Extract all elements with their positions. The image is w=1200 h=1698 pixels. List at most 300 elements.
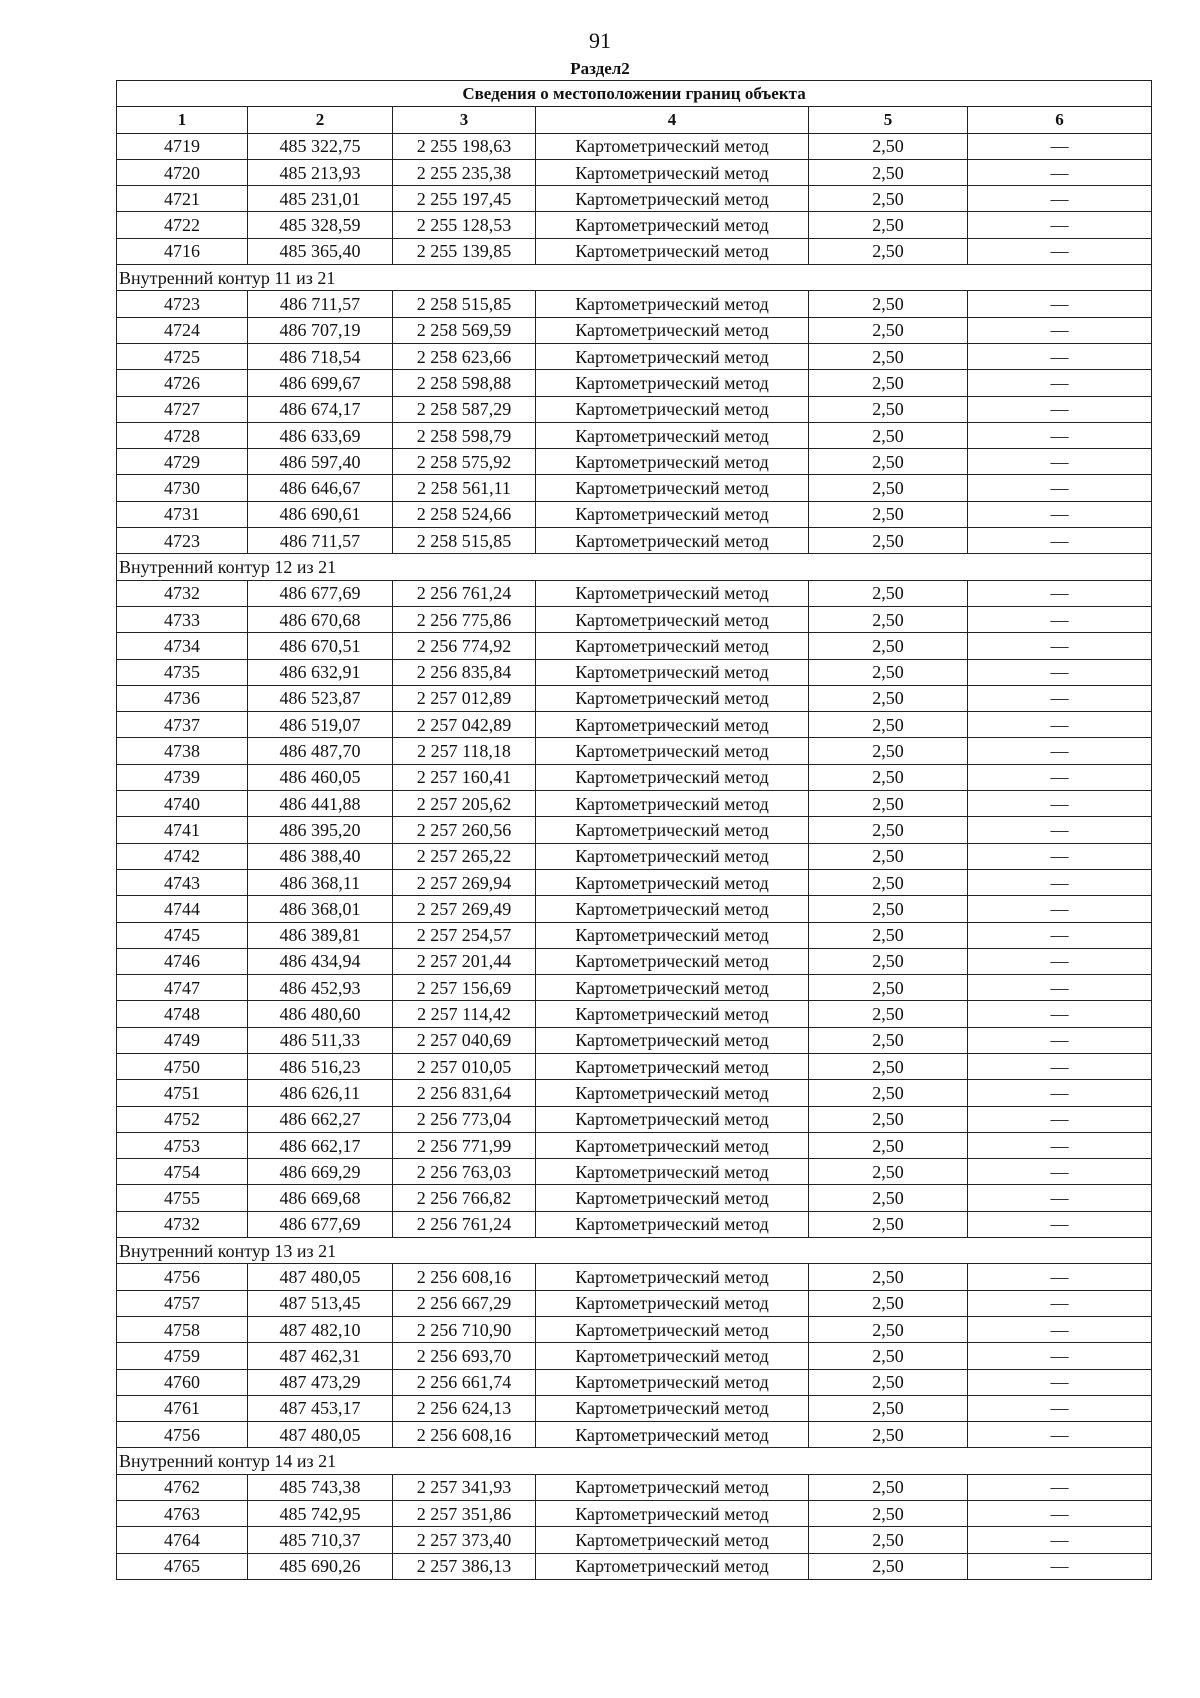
- method-cell: Картометрический метод: [536, 1553, 809, 1579]
- table-row: [117, 449, 1152, 475]
- contour-row: [117, 1238, 1152, 1264]
- accuracy-cell: 2,50: [809, 606, 968, 632]
- point-number-cell: 4745: [117, 922, 248, 948]
- point-number-cell: 4746: [117, 948, 248, 974]
- point-number-cell: 4723: [117, 528, 248, 554]
- contour-label: Внутренний контур 11 из 21: [117, 265, 1152, 291]
- method-cell: Картометрический метод: [536, 212, 809, 238]
- point-number-cell: 4733: [117, 606, 248, 632]
- y-coordinate-cell: 2 255 235,38: [393, 159, 536, 185]
- y-coordinate-cell: 2 256 766,82: [393, 1185, 536, 1211]
- x-coordinate-cell: 486 368,11: [248, 869, 393, 895]
- accuracy-cell: 2,50: [809, 1211, 968, 1237]
- x-coordinate-cell: 486 460,05: [248, 764, 393, 790]
- accuracy-cell: 2,50: [809, 1290, 968, 1316]
- table-row: [117, 370, 1152, 396]
- description-cell: —: [968, 869, 1152, 895]
- x-coordinate-cell: 486 632,91: [248, 659, 393, 685]
- x-coordinate-cell: 486 487,70: [248, 738, 393, 764]
- y-coordinate-cell: 2 257 156,69: [393, 975, 536, 1001]
- table-row: [117, 738, 1152, 764]
- method-cell: Картометрический метод: [536, 764, 809, 790]
- method-cell: Картометрический метод: [536, 843, 809, 869]
- method-cell: Картометрический метод: [536, 791, 809, 817]
- method-cell: Картометрический метод: [536, 922, 809, 948]
- section-title: Раздел2: [570, 59, 630, 78]
- table-row: [117, 159, 1152, 185]
- y-coordinate-cell: 2 257 269,49: [393, 896, 536, 922]
- method-cell: Картометрический метод: [536, 291, 809, 317]
- table-row: [117, 843, 1152, 869]
- x-coordinate-cell: 486 711,57: [248, 291, 393, 317]
- method-cell: Картометрический метод: [536, 1001, 809, 1027]
- description-cell: —: [968, 975, 1152, 1001]
- point-number-cell: 4726: [117, 370, 248, 396]
- accuracy-cell: 2,50: [809, 896, 968, 922]
- description-cell: —: [968, 1290, 1152, 1316]
- x-coordinate-cell: 485 231,01: [248, 186, 393, 212]
- page-number: 91: [589, 28, 611, 53]
- x-coordinate-cell: 487 480,05: [248, 1264, 393, 1290]
- y-coordinate-cell: 2 256 661,74: [393, 1369, 536, 1395]
- table-row: [117, 1027, 1152, 1053]
- point-number-cell: 4735: [117, 659, 248, 685]
- point-number-cell: 4731: [117, 501, 248, 527]
- table-row: [117, 896, 1152, 922]
- method-cell: Картометрический метод: [536, 1422, 809, 1448]
- description-cell: —: [968, 159, 1152, 185]
- method-cell: Картометрический метод: [536, 1527, 809, 1553]
- table-row: [117, 922, 1152, 948]
- accuracy-cell: 2,50: [809, 738, 968, 764]
- y-coordinate-cell: 2 256 774,92: [393, 633, 536, 659]
- x-coordinate-cell: 485 743,38: [248, 1474, 393, 1500]
- y-coordinate-cell: 2 257 269,94: [393, 869, 536, 895]
- point-number-cell: 4756: [117, 1264, 248, 1290]
- accuracy-cell: 2,50: [809, 1369, 968, 1395]
- method-cell: Картометрический метод: [536, 238, 809, 264]
- x-coordinate-cell: 487 513,45: [248, 1290, 393, 1316]
- table-row: [117, 1211, 1152, 1237]
- point-number-cell: 4732: [117, 580, 248, 606]
- y-coordinate-cell: 2 255 197,45: [393, 186, 536, 212]
- table-row: [117, 475, 1152, 501]
- y-coordinate-cell: 2 257 373,40: [393, 1527, 536, 1553]
- y-coordinate-cell: 2 256 608,16: [393, 1422, 536, 1448]
- x-coordinate-cell: 487 462,31: [248, 1343, 393, 1369]
- description-cell: —: [968, 343, 1152, 369]
- description-cell: —: [968, 580, 1152, 606]
- accuracy-cell: 2,50: [809, 159, 968, 185]
- x-coordinate-cell: 486 441,88: [248, 791, 393, 817]
- x-coordinate-cell: 485 690,26: [248, 1553, 393, 1579]
- y-coordinate-cell: 2 258 587,29: [393, 396, 536, 422]
- x-coordinate-cell: 486 523,87: [248, 685, 393, 711]
- y-coordinate-cell: 2 256 835,84: [393, 659, 536, 685]
- accuracy-cell: 2,50: [809, 528, 968, 554]
- y-coordinate-cell: 2 257 351,86: [393, 1501, 536, 1527]
- table-row: [117, 764, 1152, 790]
- method-cell: Картометрический метод: [536, 528, 809, 554]
- x-coordinate-cell: 486 519,07: [248, 712, 393, 738]
- method-cell: Картометрический метод: [536, 1106, 809, 1132]
- point-number-cell: 4760: [117, 1369, 248, 1395]
- x-coordinate-cell: 486 677,69: [248, 580, 393, 606]
- accuracy-cell: 2,50: [809, 843, 968, 869]
- description-cell: —: [968, 1080, 1152, 1106]
- method-cell: Картометрический метод: [536, 186, 809, 212]
- description-cell: —: [968, 1264, 1152, 1290]
- point-number-cell: 4739: [117, 764, 248, 790]
- accuracy-cell: 2,50: [809, 869, 968, 895]
- description-cell: —: [968, 896, 1152, 922]
- description-cell: —: [968, 212, 1152, 238]
- method-cell: Картометрический метод: [536, 1369, 809, 1395]
- method-cell: Картометрический метод: [536, 712, 809, 738]
- accuracy-cell: 2,50: [809, 1316, 968, 1342]
- method-cell: Картометрический метод: [536, 1159, 809, 1185]
- point-number-cell: 4721: [117, 186, 248, 212]
- x-coordinate-cell: 486 480,60: [248, 1001, 393, 1027]
- method-cell: Картометрический метод: [536, 1501, 809, 1527]
- table-caption-row: [117, 81, 1152, 107]
- table-row: [117, 1474, 1152, 1500]
- point-number-cell: 4725: [117, 343, 248, 369]
- accuracy-cell: 2,50: [809, 1501, 968, 1527]
- description-cell: —: [968, 528, 1152, 554]
- method-cell: Картометрический метод: [536, 738, 809, 764]
- accuracy-cell: 2,50: [809, 317, 968, 343]
- description-cell: —: [968, 1553, 1152, 1579]
- x-coordinate-cell: 486 516,23: [248, 1053, 393, 1079]
- table-body: [117, 133, 1152, 1579]
- point-number-cell: 4729: [117, 449, 248, 475]
- accuracy-cell: 2,50: [809, 1106, 968, 1132]
- point-number-cell: 4764: [117, 1527, 248, 1553]
- accuracy-cell: 2,50: [809, 133, 968, 159]
- accuracy-cell: 2,50: [809, 1395, 968, 1421]
- y-coordinate-cell: 2 257 160,41: [393, 764, 536, 790]
- description-cell: —: [968, 1527, 1152, 1553]
- accuracy-cell: 2,50: [809, 396, 968, 422]
- description-cell: —: [968, 449, 1152, 475]
- description-cell: —: [968, 817, 1152, 843]
- y-coordinate-cell: 2 256 831,64: [393, 1080, 536, 1106]
- y-coordinate-cell: 2 256 667,29: [393, 1290, 536, 1316]
- y-coordinate-cell: 2 258 623,66: [393, 343, 536, 369]
- contour-label: Внутренний контур 12 из 21: [117, 554, 1152, 580]
- y-coordinate-cell: 2 256 773,04: [393, 1106, 536, 1132]
- x-coordinate-cell: 485 213,93: [248, 159, 393, 185]
- point-number-cell: 4765: [117, 1553, 248, 1579]
- method-cell: Картометрический метод: [536, 1027, 809, 1053]
- y-coordinate-cell: 2 257 386,13: [393, 1553, 536, 1579]
- y-coordinate-cell: 2 258 598,79: [393, 422, 536, 448]
- description-cell: —: [968, 712, 1152, 738]
- accuracy-cell: 2,50: [809, 580, 968, 606]
- point-number-cell: 4748: [117, 1001, 248, 1027]
- point-number-cell: 4720: [117, 159, 248, 185]
- point-number-cell: 4738: [117, 738, 248, 764]
- point-number-cell: 4724: [117, 317, 248, 343]
- accuracy-cell: 2,50: [809, 1027, 968, 1053]
- y-coordinate-cell: 2 257 341,93: [393, 1474, 536, 1500]
- accuracy-cell: 2,50: [809, 1185, 968, 1211]
- table-row: [117, 948, 1152, 974]
- accuracy-cell: 2,50: [809, 291, 968, 317]
- accuracy-cell: 2,50: [809, 501, 968, 527]
- y-coordinate-cell: 2 257 118,18: [393, 738, 536, 764]
- point-number-cell: 4761: [117, 1395, 248, 1421]
- y-coordinate-cell: 2 256 608,16: [393, 1264, 536, 1290]
- table-row: [117, 501, 1152, 527]
- table-row: [117, 712, 1152, 738]
- description-cell: —: [968, 133, 1152, 159]
- x-coordinate-cell: 486 677,69: [248, 1211, 393, 1237]
- point-number-cell: 4742: [117, 843, 248, 869]
- description-cell: —: [968, 1185, 1152, 1211]
- contour-row: [117, 265, 1152, 291]
- description-cell: —: [968, 422, 1152, 448]
- table-row: [117, 1159, 1152, 1185]
- table-row: [117, 1501, 1152, 1527]
- x-coordinate-cell: 486 690,61: [248, 501, 393, 527]
- accuracy-cell: 2,50: [809, 1264, 968, 1290]
- method-cell: Картометрический метод: [536, 370, 809, 396]
- accuracy-cell: 2,50: [809, 186, 968, 212]
- x-coordinate-cell: 486 388,40: [248, 843, 393, 869]
- y-coordinate-cell: 2 257 265,22: [393, 843, 536, 869]
- method-cell: Картометрический метод: [536, 133, 809, 159]
- description-cell: —: [968, 791, 1152, 817]
- point-number-cell: 4762: [117, 1474, 248, 1500]
- description-cell: —: [968, 948, 1152, 974]
- accuracy-cell: 2,50: [809, 1080, 968, 1106]
- description-cell: —: [968, 606, 1152, 632]
- point-number-cell: 4756: [117, 1422, 248, 1448]
- accuracy-cell: 2,50: [809, 1474, 968, 1500]
- x-coordinate-cell: 485 742,95: [248, 1501, 393, 1527]
- x-coordinate-cell: 485 365,40: [248, 238, 393, 264]
- y-coordinate-cell: 2 256 771,99: [393, 1132, 536, 1158]
- y-coordinate-cell: 2 258 561,11: [393, 475, 536, 501]
- table-row: [117, 1132, 1152, 1158]
- table-row: [117, 422, 1152, 448]
- x-coordinate-cell: 487 480,05: [248, 1422, 393, 1448]
- x-coordinate-cell: 486 669,29: [248, 1159, 393, 1185]
- accuracy-cell: 2,50: [809, 791, 968, 817]
- table-row: [117, 1264, 1152, 1290]
- point-number-cell: 4716: [117, 238, 248, 264]
- accuracy-cell: 2,50: [809, 633, 968, 659]
- accuracy-cell: 2,50: [809, 975, 968, 1001]
- method-cell: Картометрический метод: [536, 449, 809, 475]
- column-header: 4: [536, 107, 809, 133]
- x-coordinate-cell: 486 511,33: [248, 1027, 393, 1053]
- x-coordinate-cell: 486 395,20: [248, 817, 393, 843]
- point-number-cell: 4755: [117, 1185, 248, 1211]
- y-coordinate-cell: 2 256 761,24: [393, 580, 536, 606]
- description-cell: —: [968, 370, 1152, 396]
- y-coordinate-cell: 2 258 575,92: [393, 449, 536, 475]
- table-row: [117, 1290, 1152, 1316]
- table-row: [117, 633, 1152, 659]
- method-cell: Картометрический метод: [536, 317, 809, 343]
- column-header: 3: [393, 107, 536, 133]
- y-coordinate-cell: 2 257 205,62: [393, 791, 536, 817]
- table-row: [117, 975, 1152, 1001]
- method-cell: Картометрический метод: [536, 869, 809, 895]
- accuracy-cell: 2,50: [809, 1053, 968, 1079]
- accuracy-cell: 2,50: [809, 712, 968, 738]
- table-row: [117, 186, 1152, 212]
- method-cell: Картометрический метод: [536, 159, 809, 185]
- method-cell: Картометрический метод: [536, 1343, 809, 1369]
- point-number-cell: 4722: [117, 212, 248, 238]
- accuracy-cell: 2,50: [809, 370, 968, 396]
- accuracy-cell: 2,50: [809, 1527, 968, 1553]
- description-cell: —: [968, 685, 1152, 711]
- point-number-cell: 4736: [117, 685, 248, 711]
- method-cell: Картометрический метод: [536, 1211, 809, 1237]
- accuracy-cell: 2,50: [809, 685, 968, 711]
- description-cell: —: [968, 1159, 1152, 1185]
- y-coordinate-cell: 2 255 128,53: [393, 212, 536, 238]
- method-cell: Картометрический метод: [536, 685, 809, 711]
- y-coordinate-cell: 2 258 515,85: [393, 291, 536, 317]
- y-coordinate-cell: 2 258 569,59: [393, 317, 536, 343]
- accuracy-cell: 2,50: [809, 1343, 968, 1369]
- y-coordinate-cell: 2 257 114,42: [393, 1001, 536, 1027]
- accuracy-cell: 2,50: [809, 1132, 968, 1158]
- x-coordinate-cell: 486 597,40: [248, 449, 393, 475]
- description-cell: —: [968, 1501, 1152, 1527]
- accuracy-cell: 2,50: [809, 764, 968, 790]
- accuracy-cell: 2,50: [809, 212, 968, 238]
- contour-label: Внутренний контур 13 из 21: [117, 1238, 1152, 1264]
- point-number-cell: 4752: [117, 1106, 248, 1132]
- y-coordinate-cell: 2 257 042,89: [393, 712, 536, 738]
- table-row: [117, 1369, 1152, 1395]
- x-coordinate-cell: 486 646,67: [248, 475, 393, 501]
- table-row: [117, 791, 1152, 817]
- table-row: [117, 685, 1152, 711]
- point-number-cell: 4750: [117, 1053, 248, 1079]
- description-cell: —: [968, 1132, 1152, 1158]
- method-cell: Картометрический метод: [536, 1185, 809, 1211]
- accuracy-cell: 2,50: [809, 1001, 968, 1027]
- description-cell: —: [968, 1395, 1152, 1421]
- contour-row: [117, 554, 1152, 580]
- accuracy-cell: 2,50: [809, 659, 968, 685]
- method-cell: Картометрический метод: [536, 1316, 809, 1342]
- table-caption: Сведения о местоположении границ объекта: [117, 81, 1152, 107]
- point-number-cell: 4754: [117, 1159, 248, 1185]
- description-cell: —: [968, 1474, 1152, 1500]
- table-row: [117, 528, 1152, 554]
- x-coordinate-cell: 486 662,27: [248, 1106, 393, 1132]
- description-cell: —: [968, 1211, 1152, 1237]
- x-coordinate-cell: 485 328,59: [248, 212, 393, 238]
- y-coordinate-cell: 2 256 763,03: [393, 1159, 536, 1185]
- y-coordinate-cell: 2 258 598,88: [393, 370, 536, 396]
- y-coordinate-cell: 2 257 012,89: [393, 685, 536, 711]
- x-coordinate-cell: 486 707,19: [248, 317, 393, 343]
- table-row: [117, 1106, 1152, 1132]
- y-coordinate-cell: 2 256 624,13: [393, 1395, 536, 1421]
- point-number-cell: 4737: [117, 712, 248, 738]
- description-cell: —: [968, 501, 1152, 527]
- accuracy-cell: 2,50: [809, 1553, 968, 1579]
- table-row: [117, 869, 1152, 895]
- accuracy-cell: 2,50: [809, 475, 968, 501]
- table-row: [117, 343, 1152, 369]
- method-cell: Картометрический метод: [536, 343, 809, 369]
- point-number-cell: 4723: [117, 291, 248, 317]
- boundary-coordinates-table: [116, 80, 1152, 1580]
- accuracy-cell: 2,50: [809, 449, 968, 475]
- x-coordinate-cell: 486 674,17: [248, 396, 393, 422]
- point-number-cell: 4727: [117, 396, 248, 422]
- point-number-cell: 4747: [117, 975, 248, 1001]
- x-coordinate-cell: 486 452,93: [248, 975, 393, 1001]
- point-number-cell: 4730: [117, 475, 248, 501]
- y-coordinate-cell: 2 256 693,70: [393, 1343, 536, 1369]
- description-cell: —: [968, 1369, 1152, 1395]
- method-cell: Картометрический метод: [536, 1053, 809, 1079]
- table-row: [117, 291, 1152, 317]
- description-cell: —: [968, 317, 1152, 343]
- table-row: [117, 1053, 1152, 1079]
- y-coordinate-cell: 2 256 775,86: [393, 606, 536, 632]
- description-cell: —: [968, 633, 1152, 659]
- description-cell: —: [968, 475, 1152, 501]
- point-number-cell: 4749: [117, 1027, 248, 1053]
- x-coordinate-cell: 486 662,17: [248, 1132, 393, 1158]
- x-coordinate-cell: 486 633,69: [248, 422, 393, 448]
- table-row: [117, 1343, 1152, 1369]
- method-cell: Картометрический метод: [536, 422, 809, 448]
- table-row: [117, 1527, 1152, 1553]
- x-coordinate-cell: 485 710,37: [248, 1527, 393, 1553]
- table-row: [117, 1422, 1152, 1448]
- point-number-cell: 4743: [117, 869, 248, 895]
- point-number-cell: 4740: [117, 791, 248, 817]
- description-cell: —: [968, 1053, 1152, 1079]
- method-cell: Картометрический метод: [536, 896, 809, 922]
- description-cell: —: [968, 396, 1152, 422]
- description-cell: —: [968, 186, 1152, 212]
- x-coordinate-cell: 486 670,51: [248, 633, 393, 659]
- x-coordinate-cell: 487 473,29: [248, 1369, 393, 1395]
- description-cell: —: [968, 1343, 1152, 1369]
- x-coordinate-cell: 486 670,68: [248, 606, 393, 632]
- description-cell: —: [968, 1106, 1152, 1132]
- accuracy-cell: 2,50: [809, 422, 968, 448]
- point-number-cell: 4763: [117, 1501, 248, 1527]
- point-number-cell: 4741: [117, 817, 248, 843]
- description-cell: —: [968, 1422, 1152, 1448]
- point-number-cell: 4753: [117, 1132, 248, 1158]
- method-cell: Картометрический метод: [536, 475, 809, 501]
- y-coordinate-cell: 2 257 254,57: [393, 922, 536, 948]
- column-header: 2: [248, 107, 393, 133]
- accuracy-cell: 2,50: [809, 817, 968, 843]
- accuracy-cell: 2,50: [809, 922, 968, 948]
- y-coordinate-cell: 2 257 040,69: [393, 1027, 536, 1053]
- table-row: [117, 238, 1152, 264]
- table-row: [117, 1395, 1152, 1421]
